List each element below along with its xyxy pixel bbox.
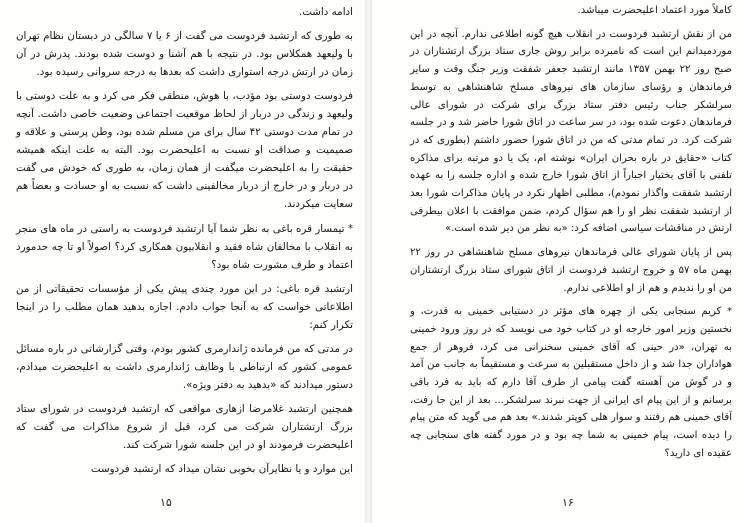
paragraph: این موارد و یا نظایرآن بخوبی نشان میداد که ارتشبد فردوست — [90, 463, 353, 476]
paragraph: * کریم سنجابی یکی از چهره های مؤثر در دستیابی خمینی به قدرت، و نخستین وزیر امور خارجه او در کتاب خود می نویسد که در روز ورود خمینی به تهران، «در حینی که آقای خمینی سخنرانی می کرد، فروهر از جمع هواداران جدا شد و از داخل مستقبلین به سرعت و مستقیماً به جانب من آمد و در گوش من آهسته گفت پیامی از طرف آقا دارم که باید به فرد باقی برسانم و از این پیام ای ایرانی از جهت نبرند سرلشکر... بعد از این جا رفت، آقای خمینی هم رفتند و سوار هلی کوپتر شدند.» بعد هم می گوید که متن پیام را دیده است، پیام خمینی به شما چه بود و در مورد گفته های سنجابی چه عقیده ای دارید؟ — [410, 306, 732, 459]
paragraph: در مدتی که من فرمانده ژاندارمری کشور بودم، وقتی گزارشاتی در باره مسائل عمومی کشور که ارتباطی با وظایف ژاندارمری داشت به اعلیحضرت میدادم، دستور میدادند که «بدهید به دفتر ویژه». — [16, 342, 353, 391]
page-number: ۱۶ — [562, 496, 574, 509]
left-page-text — [16, 3, 353, 478]
paragraph: به طوری که ارتشبد فردوست می گفت از ۶ یا ۷ سالگی در دبستان نظام تهران با ولیعهد همکلاس بود. در نتیجه با هم آشنا و دوست شده بودند. پدرش در آن زمان در ارتش درجه استواری داشت که بعدها به درجه سروانی رسیده بود. — [16, 30, 353, 79]
paragraph: * تیمسار قره باغی به نظر شما آیا ارتشبد فردوست به راستی در ماه های منجر به انقلاب با مخالفان شاه فقید و انقلابیون همکاری کرد؟ اصولاً او تا چه حدمورد اعتماد و طرف مشورت شاه بود؟ — [16, 222, 353, 271]
page-number: ۱۵ — [160, 496, 172, 509]
paragraph: همچنین ارتشبد غلامرضا ازهاری مواقعی که ارتشبد فردوست در شورای ستاد بزرگ ارتشتاران شرکت می کرد، قبل از شروع مذاکرات می گفت که اعلیحضرت فرمودند او در این جلسه شورا شرکت کند. — [16, 402, 353, 452]
paragraph: کاملاً مورد اعتماد اعلیحضرت میباشد. — [577, 5, 732, 16]
paragraph: ادامه داشت. — [298, 6, 353, 18]
paragraph: ارتشبد قره باغی: در این مورد چندی پیش یکی از مؤسسات تحقیقاتی از من اطلاعاتی خواست که به آنجا جواب دادم. اجازه بدهید همان مطلب را در اینجا تکرار کنم: — [16, 282, 353, 331]
left-page — [0, 0, 365, 523]
right-page-text — [410, 2, 732, 463]
paragraph: پس از پایان شورای عالی فرماندهان نیروهای مسلح شاهنشاهی در روز ۲۲ بهمن ماه ۵۷ و خروج ارتشبد فردوست از اتاق شورای ستاد بزرگ ارتشتاران من او را ندیدم و هم از او اطلاعی ندارم. — [410, 247, 732, 294]
book-gutter — [365, 0, 372, 523]
paragraph: من از نقش ارتشبد فردوست در انقلاب هیچ گونه اطلاعی ندارم. آنچه در این موردمیدانم این است که نامبرده برابر روش جاری ستاد بزرگ ارتشتاران در صبح روز ۲۲ بهمن ۱۳۵۷ مانند ارتشبد جعفر شفقت وزیر جنگ وقت و سایر فرماندهان و رؤسای سازمان های نیروهای مسلح شاهنشاهی به توسط سرلشکر جناب رئیس دفتر ستاد بزرگ برای شرکت در شورای عالی فرماندهان دعوت شده بود، در سر ساعت در اتاق شورا حاضر شد و در جلسه شرکت کرد. در تمام مدتی که من در اتاق شورا حضور داشتم (بطوری که در کتاب «حقایق در باره بحران ایران» نوشته ام، یک یا دو مرتبه برای مذاکره تلفنی با آقای بختیار اجباراً از اتاق شورا خارج شده و اداره جلسه را به عهده ارتشبد شفقت واگذار نمودم)، مطلبی اظهار نکرد در پایان مذاکرات شورا بعد از ارتشبد شفقت نظر او را هم سؤال کردم، ضمن موافقت با اعلان بیطرفی ارتش در مناقشات سیاسی اضافه کرد: «به نظر من دیر شده است.» — [410, 28, 732, 235]
paragraph: فردوست دوستی بود مؤدب، با هوش، منطقی فکر می کرد و به علت دوستی با ولیعهد و زندگی در دربار از لحاظ موقعیت اجتماعی وضعیت خاصی داشت. آنچه در تمام مدت دوستی ۴۲ سال برای من مسلم شده بود، وطن پرستی و علاقه و صمیمیت و صداقت او نسبت به اعلیحضرت بود. البته به علت اینکه همیشه حقیقت را به اعلیحضرت میگفت از همان زمان، به طوری که خودش می گفت در دربار و در خارج از دربار مخالفینی داشت که نسبت به او حسادت و بعضاً هم سعایت میکردند. — [16, 90, 353, 211]
right-page — [372, 0, 745, 523]
